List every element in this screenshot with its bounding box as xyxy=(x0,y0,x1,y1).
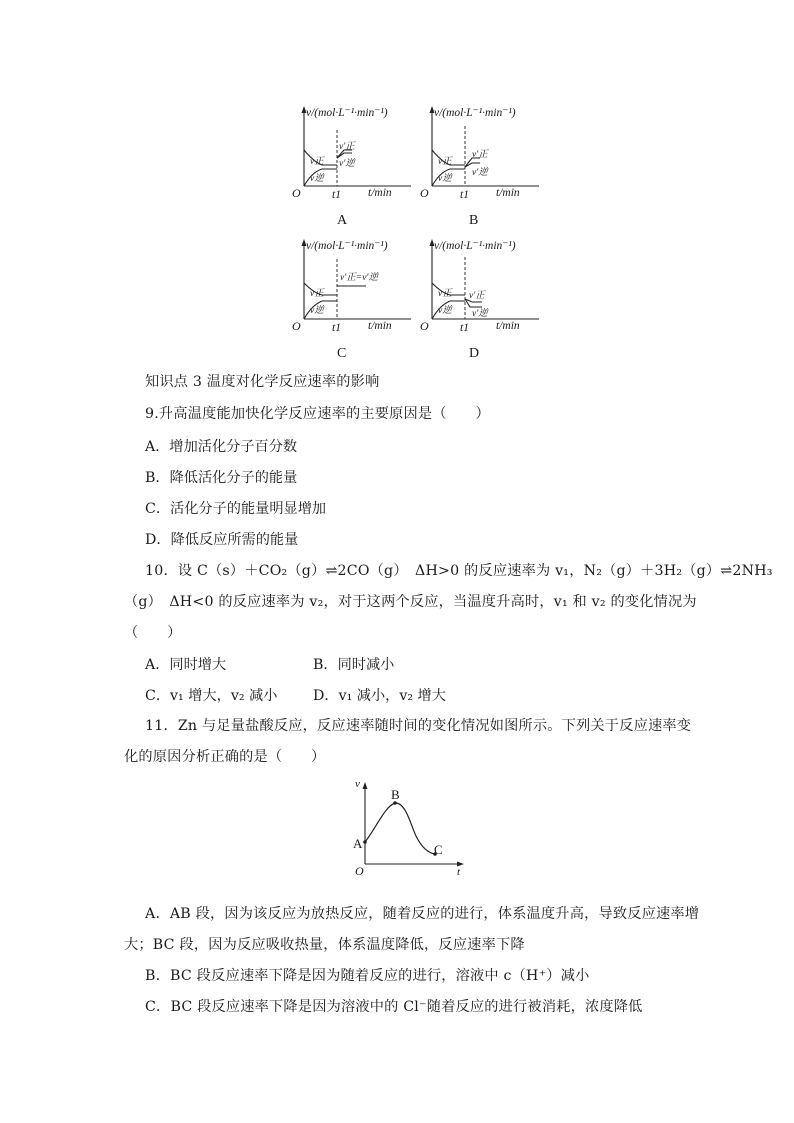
graph-b-caption: B xyxy=(469,213,479,228)
graph-a-t1: t1 xyxy=(332,189,341,201)
section-heading: 知识点 3 温度对化学反应速率的影响 xyxy=(145,374,380,390)
graph-c-caption: C xyxy=(337,346,347,361)
graph-a-caption: A xyxy=(337,213,348,228)
graph-d-t1: t1 xyxy=(460,322,469,334)
question-11-graph-point-a: A xyxy=(353,836,363,851)
question-11-option-a-line-2[interactable]: 大；BC 段，因为反应吸收热量，体系温度降低，反应速率下降 xyxy=(124,937,525,953)
graph-b-y-axis-label: v/(mol·L⁻¹·min⁻¹) xyxy=(434,107,516,119)
graph-d xyxy=(414,233,654,363)
graph-a-x-axis-label: t/min xyxy=(368,187,392,199)
graph-a-v-reverse-prime: v′逆 xyxy=(339,159,355,169)
question-9-option-d[interactable]: D．降低反应所需的能量 xyxy=(145,532,299,548)
question-11-option-a-line-1[interactable]: A．AB 段，因为该反应为放热反应，随着反应的进行，体系温度升高，导致反应速率增 xyxy=(145,906,700,922)
graph-a-v-forward-prime: v′正 xyxy=(339,142,355,152)
graph-d-v-forward-prime: v′正 xyxy=(469,291,485,301)
question-11-graph-origin: O xyxy=(355,864,364,878)
question-9-option-c[interactable]: C．活化分子的能量明显增加 xyxy=(145,501,327,517)
question-11-graph-point-c: C xyxy=(434,842,443,857)
graph-b-t1: t1 xyxy=(460,189,469,201)
question-11-graph-y-axis: v xyxy=(355,778,360,790)
question-11-graph xyxy=(340,778,480,888)
question-10-option-c[interactable]: C．v₁ 增大，v₂ 减小 xyxy=(145,688,278,704)
graph-b-v-reverse-prime: v′逆 xyxy=(472,168,488,178)
graph-d-v-forward: v正 xyxy=(438,289,452,299)
graph-c-v-equal-prime: v′正=v′逆 xyxy=(340,273,379,283)
question-11-option-b[interactable]: B．BC 段反应速率下降是因为随着反应的进行，溶液中 c（H⁺）减小 xyxy=(145,968,590,984)
question-11-line-1: 11．Zn 与足量盐酸反应，反应速率随时间的变化情况如图所示。下列关于反应速率变 xyxy=(145,718,692,734)
graph-b-origin: O xyxy=(420,186,429,200)
graph-a-y-axis-label: v/(mol·L⁻¹·min⁻¹) xyxy=(306,107,388,119)
graph-c-y-axis-label: v/(mol·L⁻¹·min⁻¹) xyxy=(306,240,388,252)
question-9-option-a[interactable]: A．增加活化分子百分数 xyxy=(145,439,298,455)
graph-d-origin: O xyxy=(420,319,429,333)
question-10-line-2: （g） ΔH<0 的反应速率为 v₂，对于这两个反应，当温度升高时，v₁ 和 v₂ 的变化情况为 xyxy=(124,594,697,610)
graph-b-v-forward: v正 xyxy=(438,157,452,167)
graph-d-caption: D xyxy=(469,346,480,361)
question-9-stem: 9.升高温度能加快化学反应速率的主要原因是（ ） xyxy=(145,406,490,422)
graph-a-v-forward: v正 xyxy=(310,157,324,167)
graph-b xyxy=(414,100,654,230)
graph-b-v-reverse: v逆 xyxy=(438,174,452,184)
graph-d-x-axis-label: t/min xyxy=(496,320,520,332)
graph-d-v-reverse: v逆 xyxy=(438,306,452,316)
question-11-option-c[interactable]: C．BC 段反应速率下降是因为溶液中的 Cl⁻随着反应的进行被消耗，浓度降低 xyxy=(145,999,643,1015)
graph-b-x-axis-label: t/min xyxy=(496,187,520,199)
question-10-option-d[interactable]: D．v₁ 减小，v₂ 增大 xyxy=(313,688,446,704)
question-10-option-a[interactable]: A．同时增大 xyxy=(145,657,227,673)
graph-c-v-forward: v正 xyxy=(310,289,324,299)
graph-d-v-reverse-prime: v′逆 xyxy=(472,309,488,319)
graph-c-origin: O xyxy=(292,319,301,333)
question-11-graph-x-axis: t xyxy=(457,866,461,878)
graph-b-v-forward-prime: v′正 xyxy=(472,150,488,160)
question-10-option-b[interactable]: B．同时减小 xyxy=(313,657,395,673)
question-11-graph-point-b: B xyxy=(391,787,400,802)
graph-d-y-axis-label: v/(mol·L⁻¹·min⁻¹) xyxy=(434,240,516,252)
question-10-line-3: （ ） xyxy=(124,625,182,641)
graph-a-v-reverse: v逆 xyxy=(310,174,324,184)
graph-a-origin: O xyxy=(292,186,301,200)
question-10-line-1: 10．设 C（s）＋CO₂（g）⇌2CO（g） ΔH>0 的反应速率为 v₁，N₂（g）＋3H₂（g）⇌2NH₃ xyxy=(145,563,773,579)
question-9-option-b[interactable]: B．降低活化分子的能量 xyxy=(145,470,298,486)
question-11-line-2: 化的原因分析正确的是（ ） xyxy=(124,749,326,765)
graph-c-v-reverse: v逆 xyxy=(310,306,324,316)
graph-c-t1: t1 xyxy=(332,322,341,334)
graph-c-x-axis-label: t/min xyxy=(368,320,392,332)
